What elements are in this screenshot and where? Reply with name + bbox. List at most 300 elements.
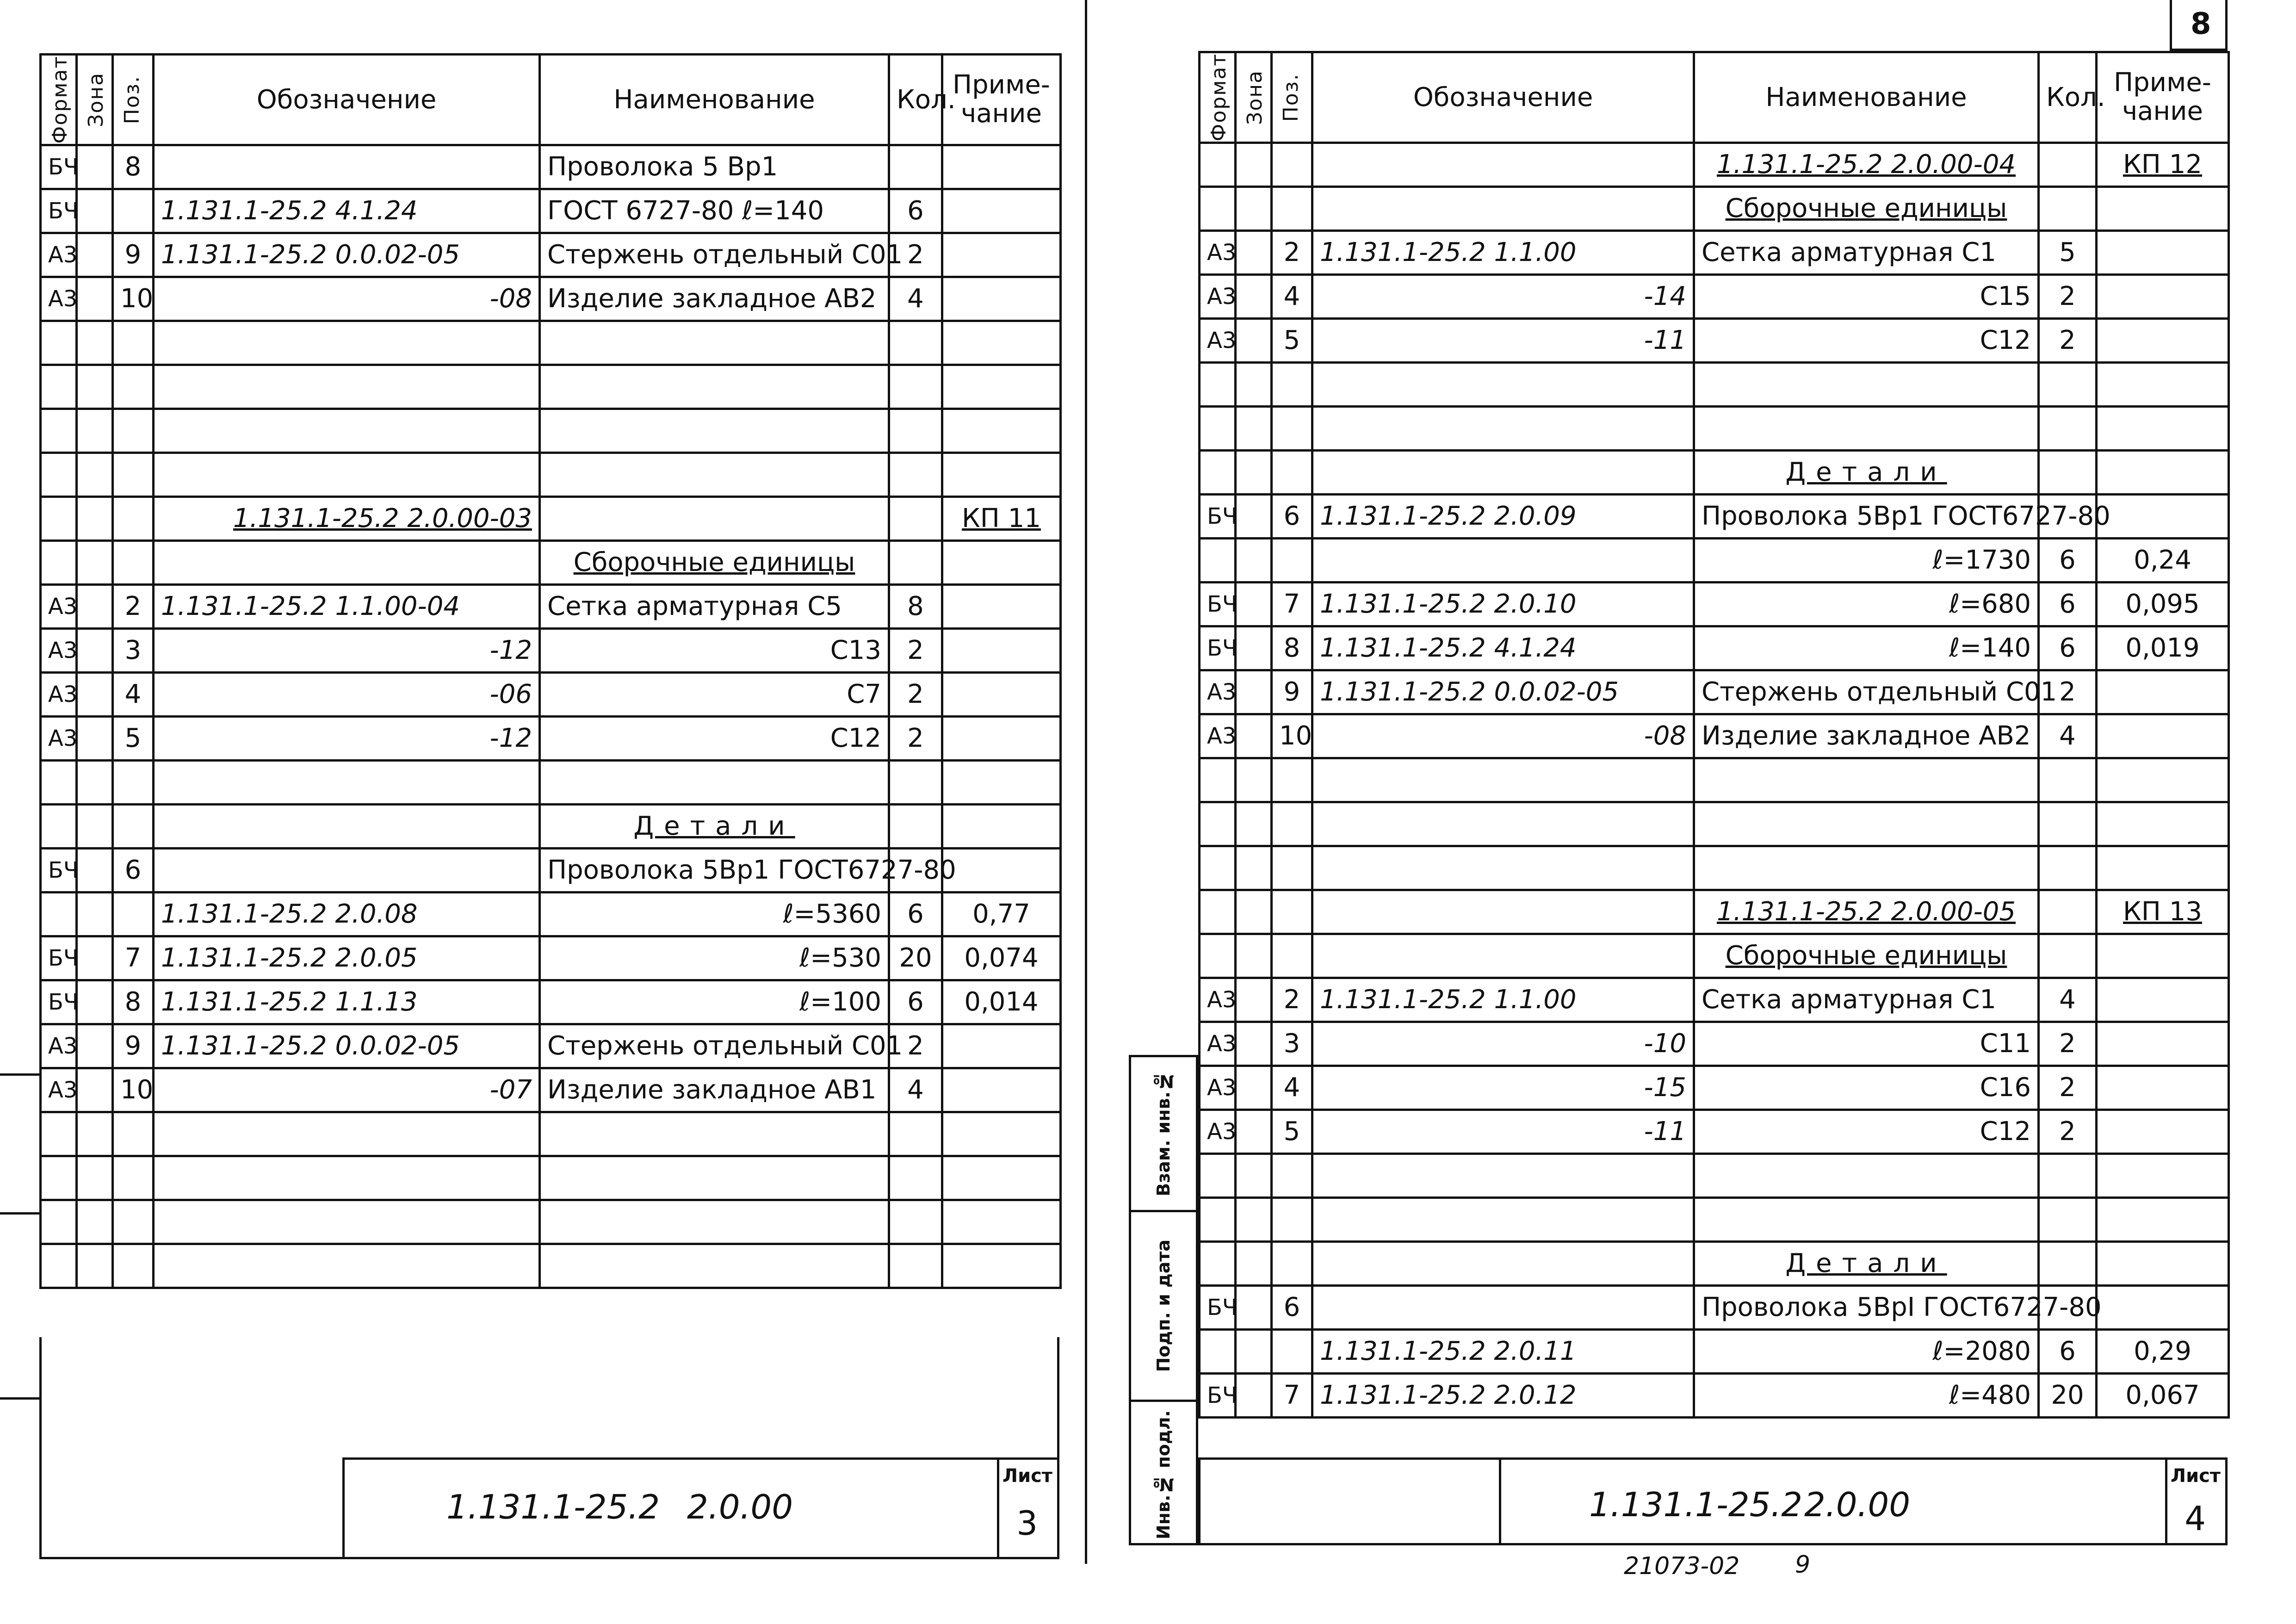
left-sheet xyxy=(0,0,1110,1624)
cell-des xyxy=(1312,802,1694,846)
cell-pos: 9 xyxy=(113,233,154,277)
table-row xyxy=(41,936,1061,980)
cell-qty xyxy=(2039,143,2097,186)
cell-zone xyxy=(77,321,113,365)
cell-des: 1.131.1-25.2 1.1.00 xyxy=(1312,978,1694,1022)
right-sheet xyxy=(1110,0,2296,1624)
cell-note xyxy=(2097,846,2229,890)
cell-pos: 5 xyxy=(1272,318,1312,362)
cell-name: Стержень отдельный С01 xyxy=(1694,670,2039,714)
cell-pos: 8 xyxy=(113,980,154,1024)
table-row xyxy=(41,848,1061,892)
header-pos: Поз. xyxy=(113,55,154,145)
cell-pos: 10 xyxy=(1272,714,1312,758)
cell-des xyxy=(154,760,540,804)
cell-des xyxy=(1312,538,1694,582)
table-row xyxy=(1200,406,2229,450)
cell-qty: 6 xyxy=(889,892,942,936)
cell-fmt: А3 xyxy=(1200,1110,1236,1153)
cell-fmt: БЧ xyxy=(1200,1285,1236,1329)
cell-name xyxy=(1694,1153,2039,1197)
cell-name: С12 xyxy=(540,716,889,760)
cell-qty xyxy=(889,1156,942,1200)
cell-zone xyxy=(1236,1329,1272,1373)
cell-name xyxy=(540,365,889,409)
cell-fmt: БЧ xyxy=(41,980,77,1024)
table-row xyxy=(1200,714,2229,758)
cell-name xyxy=(540,1156,889,1200)
table-row xyxy=(41,1244,1061,1288)
table-row xyxy=(41,1156,1061,1200)
cell-note xyxy=(2097,494,2229,538)
cell-fmt xyxy=(41,1156,77,1200)
cell-fmt xyxy=(1200,143,1236,186)
cell-qty: 2 xyxy=(2039,274,2097,318)
cell-fmt: А3 xyxy=(1200,230,1236,274)
cell-note xyxy=(942,321,1061,365)
cell-fmt: БЧ xyxy=(1200,626,1236,670)
table-row xyxy=(1200,846,2229,890)
cell-pos xyxy=(113,1112,154,1156)
cell-zone xyxy=(77,1024,113,1068)
cell-note xyxy=(942,145,1061,189)
left-sheet-number: 3 xyxy=(1016,1504,1038,1543)
cell-pos xyxy=(1272,846,1312,890)
cell-name xyxy=(540,409,889,452)
table-row xyxy=(1200,1022,2229,1066)
right-sheet-label: Лист xyxy=(2170,1465,2221,1487)
cell-zone xyxy=(77,760,113,804)
cell-note xyxy=(2097,1241,2229,1285)
cell-des xyxy=(1312,1285,1694,1329)
cell-note xyxy=(942,716,1061,760)
cell-note xyxy=(2097,934,2229,978)
header-format: Формат xyxy=(1200,52,1236,143)
cell-des xyxy=(1312,1153,1694,1197)
cell-des xyxy=(1312,758,1694,802)
cell-name xyxy=(540,760,889,804)
cell-fmt xyxy=(1200,890,1236,934)
cell-pos: 3 xyxy=(1272,1022,1312,1066)
cell-des xyxy=(154,1244,540,1288)
table-row xyxy=(1200,934,2229,978)
table-row xyxy=(1200,1066,2229,1110)
table-row xyxy=(1200,1197,2229,1241)
cell-note xyxy=(942,1024,1061,1068)
cell-fmt xyxy=(41,1200,77,1244)
cell-zone xyxy=(77,145,113,189)
cell-zone xyxy=(1236,1285,1272,1329)
cell-note: 0,019 xyxy=(2097,626,2229,670)
cell-note xyxy=(942,1200,1061,1244)
cell-des: 1.131.1-25.2 0.0.02-05 xyxy=(1312,670,1694,714)
cell-zone xyxy=(77,1068,113,1112)
cell-des: -14 xyxy=(1312,274,1694,318)
cell-note xyxy=(2097,802,2229,846)
cell-fmt: А3 xyxy=(41,277,77,321)
cell-name xyxy=(1694,802,2039,846)
cell-qty xyxy=(889,540,942,584)
cell-fmt xyxy=(41,321,77,365)
table-row xyxy=(41,277,1061,321)
cell-pos: 6 xyxy=(1272,494,1312,538)
cell-note: 0,77 xyxy=(942,892,1061,936)
header-qty: Кол. xyxy=(889,55,942,145)
cell-zone xyxy=(77,892,113,936)
table-row xyxy=(1200,143,2229,186)
cell-fmt: БЧ xyxy=(41,936,77,980)
cell-note xyxy=(942,233,1061,277)
cell-pos xyxy=(113,409,154,452)
cell-fmt xyxy=(1200,1329,1236,1373)
cell-name: Проволока 5Вр1 ГОСТ6727-80 xyxy=(540,848,889,892)
cell-note xyxy=(942,804,1061,848)
right-table-body xyxy=(1200,143,2229,1417)
table-row xyxy=(1200,1285,2229,1329)
cell-note xyxy=(2097,714,2229,758)
cell-pos xyxy=(1272,406,1312,450)
cell-fmt: БЧ xyxy=(1200,582,1236,626)
cell-name: ℓ=5360 xyxy=(540,892,889,936)
cell-des: 1.131.1-25.2 1.1.00-04 xyxy=(154,584,540,628)
cell-name xyxy=(1694,758,2039,802)
cell-zone xyxy=(77,584,113,628)
cell-name: Детали xyxy=(1694,450,2039,494)
cell-name: 1.131.1-25.2 2.0.00-05 xyxy=(1694,890,2039,934)
cell-pos xyxy=(1272,890,1312,934)
cell-fmt xyxy=(1200,934,1236,978)
cell-note xyxy=(2097,1022,2229,1066)
cell-zone xyxy=(1236,406,1272,450)
cell-des: 1.131.1-25.2 2.0.09 xyxy=(1312,494,1694,538)
cell-name: С12 xyxy=(1694,318,2039,362)
header-zone: Зона xyxy=(77,55,113,145)
cell-pos xyxy=(1272,1153,1312,1197)
cell-zone xyxy=(77,1200,113,1244)
cell-name: ℓ=140 xyxy=(1694,626,2039,670)
cell-des: -06 xyxy=(154,672,540,716)
cell-name: Сборочные единицы xyxy=(1694,186,2039,230)
cell-pos: 6 xyxy=(1272,1285,1312,1329)
right-header-row xyxy=(1200,52,2229,143)
cell-qty: 2 xyxy=(889,628,942,672)
cell-fmt xyxy=(1200,362,1236,406)
left-stamp-code: 1.131.1-25.2 xyxy=(446,1488,660,1526)
cell-name xyxy=(1694,1197,2039,1241)
cell-des: -08 xyxy=(1312,714,1694,758)
table-row xyxy=(41,760,1061,804)
cell-name: ℓ=480 xyxy=(1694,1373,2039,1417)
cell-zone xyxy=(1236,1110,1272,1153)
cell-fmt: БЧ xyxy=(41,848,77,892)
left-header-row xyxy=(41,55,1061,145)
cell-fmt xyxy=(1200,758,1236,802)
cell-fmt: А3 xyxy=(41,1068,77,1112)
right-frame-left xyxy=(1198,1457,1201,1545)
cell-zone xyxy=(77,716,113,760)
cell-pos: 5 xyxy=(113,716,154,760)
cell-fmt xyxy=(1200,1241,1236,1285)
cell-des: -07 xyxy=(154,1068,540,1112)
cell-des xyxy=(1312,143,1694,186)
cell-zone xyxy=(1236,890,1272,934)
cell-name: ℓ=100 xyxy=(540,980,889,1024)
table-row xyxy=(1200,1373,2229,1417)
cell-des: 1.131.1-25.2 1.1.00 xyxy=(1312,230,1694,274)
cell-pos xyxy=(1272,802,1312,846)
table-row xyxy=(1200,318,2229,362)
cell-qty: 6 xyxy=(889,980,942,1024)
table-row xyxy=(41,892,1061,936)
cell-note: КП 12 xyxy=(2097,143,2229,186)
cell-note xyxy=(942,409,1061,452)
header-designation: Обозначение xyxy=(154,55,540,145)
cell-zone xyxy=(1236,846,1272,890)
left-binding-line xyxy=(0,1073,39,1076)
cell-zone xyxy=(1236,318,1272,362)
cell-name: ℓ=530 xyxy=(540,936,889,980)
cell-note xyxy=(942,277,1061,321)
cell-qty: 2 xyxy=(889,233,942,277)
cell-pos: 10 xyxy=(113,1068,154,1112)
cell-note xyxy=(942,1244,1061,1288)
header-pos: Поз. xyxy=(1272,52,1312,143)
cell-note xyxy=(942,848,1061,892)
cell-name xyxy=(540,1244,889,1288)
cell-zone xyxy=(1236,1066,1272,1110)
cell-des: -15 xyxy=(1312,1066,1694,1110)
table-row xyxy=(41,145,1061,189)
cell-des: -10 xyxy=(1312,1022,1694,1066)
cell-qty xyxy=(889,496,942,540)
cell-qty xyxy=(2039,846,2097,890)
cell-pos: 7 xyxy=(113,936,154,980)
right-stamp-code: 1.131.1-25.2 xyxy=(1589,1485,1803,1524)
left-binding-line-3 xyxy=(0,1397,39,1400)
cell-qty: 4 xyxy=(2039,978,2097,1022)
cell-qty xyxy=(889,321,942,365)
cell-name: Детали xyxy=(540,804,889,848)
cell-des xyxy=(1312,846,1694,890)
cell-name: Проволока 5Вр1 ГОСТ6727-80 xyxy=(1694,494,2039,538)
cell-des: 1.131.1-25.2 2.0.11 xyxy=(1312,1329,1694,1373)
table-row xyxy=(1200,758,2229,802)
cell-zone xyxy=(1236,758,1272,802)
cell-des xyxy=(154,409,540,452)
cell-name: ℓ=680 xyxy=(1694,582,2039,626)
cell-zone xyxy=(77,936,113,980)
cell-qty: 2 xyxy=(2039,1066,2097,1110)
cell-des xyxy=(1312,934,1694,978)
cell-zone xyxy=(1236,450,1272,494)
cell-fmt xyxy=(1200,846,1236,890)
cell-des: 1.131.1-25.2 0.0.02-05 xyxy=(154,233,540,277)
table-row xyxy=(41,1200,1061,1244)
cell-pos: 2 xyxy=(113,584,154,628)
cell-pos xyxy=(113,1200,154,1244)
table-row xyxy=(1200,494,2229,538)
cell-name: ГОСТ 6727-80 ℓ=140 xyxy=(540,189,889,233)
cell-name: Изделие закладное АВ2 xyxy=(540,277,889,321)
cell-zone xyxy=(77,1156,113,1200)
cell-pos xyxy=(113,1156,154,1200)
cell-fmt: А3 xyxy=(41,233,77,277)
cell-fmt xyxy=(41,409,77,452)
cell-pos xyxy=(1272,450,1312,494)
cell-note xyxy=(2097,670,2229,714)
cell-pos xyxy=(113,540,154,584)
cell-qty: 4 xyxy=(889,1068,942,1112)
right-sheet-number: 4 xyxy=(2185,1499,2206,1538)
cell-pos: 3 xyxy=(113,628,154,672)
table-row xyxy=(41,804,1061,848)
cell-des: 1.131.1-25.2 2.0.12 xyxy=(1312,1373,1694,1417)
cell-fmt: А3 xyxy=(1200,1022,1236,1066)
cell-note xyxy=(942,1112,1061,1156)
cell-des xyxy=(154,452,540,496)
cell-des xyxy=(1312,186,1694,230)
table-row xyxy=(41,409,1061,452)
cell-pos: 7 xyxy=(1272,582,1312,626)
table-row xyxy=(41,321,1061,365)
right-spec-table xyxy=(1198,51,2230,1419)
cell-pos: 4 xyxy=(113,672,154,716)
cell-des: 1.131.1-25.2 0.0.02-05 xyxy=(154,1024,540,1068)
cell-qty xyxy=(2039,362,2097,406)
cell-fmt xyxy=(41,365,77,409)
cell-pos: 4 xyxy=(1272,274,1312,318)
cell-fmt: А3 xyxy=(1200,274,1236,318)
cell-zone xyxy=(77,804,113,848)
table-row xyxy=(1200,626,2229,670)
cell-qty: 2 xyxy=(889,672,942,716)
cell-des xyxy=(1312,1197,1694,1241)
cell-zone xyxy=(1236,1022,1272,1066)
cell-des xyxy=(1312,450,1694,494)
cell-zone xyxy=(77,409,113,452)
table-row xyxy=(1200,538,2229,582)
cell-name xyxy=(540,321,889,365)
cell-name: С11 xyxy=(1694,1022,2039,1066)
cell-name: С12 xyxy=(1694,1110,2039,1153)
cell-note: 0,014 xyxy=(942,980,1061,1024)
cell-fmt: А3 xyxy=(41,672,77,716)
cell-note: КП 13 xyxy=(2097,890,2229,934)
side-binding-block xyxy=(1129,1055,1198,1545)
cell-des xyxy=(154,145,540,189)
table-row xyxy=(41,716,1061,760)
footer-code: 21073-02 xyxy=(1624,1552,1740,1580)
cell-note xyxy=(942,584,1061,628)
table-row xyxy=(1200,802,2229,846)
cell-name: С15 xyxy=(1694,274,2039,318)
cell-qty: 6 xyxy=(2039,1329,2097,1373)
cell-name: С7 xyxy=(540,672,889,716)
cell-name: Проволока 5 Вр1 xyxy=(540,145,889,189)
cell-note xyxy=(942,189,1061,233)
cell-des: -12 xyxy=(154,628,540,672)
cell-fmt xyxy=(41,1112,77,1156)
cell-pos: 9 xyxy=(113,1024,154,1068)
right-stamp-doc: 2.0.00 xyxy=(1804,1485,1911,1524)
cell-zone xyxy=(77,672,113,716)
cell-pos: 5 xyxy=(1272,1110,1312,1153)
table-row xyxy=(41,1068,1061,1112)
cell-qty xyxy=(2039,1153,2097,1197)
cell-note xyxy=(2097,758,2229,802)
cell-fmt: А3 xyxy=(41,716,77,760)
cell-name xyxy=(540,452,889,496)
cell-pos xyxy=(1272,186,1312,230)
cell-fmt: БЧ xyxy=(41,189,77,233)
table-row xyxy=(1200,1153,2229,1197)
cell-pos: 4 xyxy=(1272,1066,1312,1110)
cell-fmt xyxy=(1200,450,1236,494)
cell-qty: 2 xyxy=(889,716,942,760)
cell-fmt: А3 xyxy=(41,1024,77,1068)
cell-qty: 6 xyxy=(2039,582,2097,626)
cell-zone xyxy=(1236,186,1272,230)
cell-fmt xyxy=(1200,406,1236,450)
cell-note xyxy=(942,1068,1061,1112)
cell-note: 0,067 xyxy=(2097,1373,2229,1417)
cell-name: С16 xyxy=(1694,1066,2039,1110)
cell-zone xyxy=(1236,274,1272,318)
cell-qty: 6 xyxy=(889,189,942,233)
cell-fmt: БЧ xyxy=(1200,494,1236,538)
cell-zone xyxy=(77,980,113,1024)
cell-zone xyxy=(1236,1197,1272,1241)
cell-name: Сетка арматурная С1 xyxy=(1694,230,2039,274)
cell-zone xyxy=(1236,714,1272,758)
cell-zone xyxy=(1236,1153,1272,1197)
cell-qty xyxy=(2039,186,2097,230)
cell-qty: 20 xyxy=(889,936,942,980)
cell-fmt xyxy=(41,452,77,496)
cell-qty: 20 xyxy=(2039,1373,2097,1417)
cell-note xyxy=(2097,362,2229,406)
cell-pos: 8 xyxy=(1272,626,1312,670)
cell-zone xyxy=(1236,802,1272,846)
cell-qty xyxy=(2039,406,2097,450)
cell-qty xyxy=(889,760,942,804)
cell-qty: 4 xyxy=(889,277,942,321)
cell-zone xyxy=(77,233,113,277)
cell-note xyxy=(942,540,1061,584)
cell-note xyxy=(2097,450,2229,494)
left-stamp-doc: 2.0.00 xyxy=(687,1488,793,1526)
cell-qty xyxy=(889,409,942,452)
cell-qty xyxy=(889,145,942,189)
cell-name: Проволока 5ВрI ГОСТ6727-80 xyxy=(1694,1285,2039,1329)
cell-qty xyxy=(889,1112,942,1156)
footer-page: 9 xyxy=(1795,1551,1811,1579)
cell-name xyxy=(1694,406,2039,450)
cell-note xyxy=(942,1156,1061,1200)
cell-name xyxy=(1694,846,2039,890)
table-row xyxy=(1200,230,2229,274)
cell-qty xyxy=(889,1200,942,1244)
cell-qty: 4 xyxy=(2039,714,2097,758)
cell-pos: 9 xyxy=(1272,670,1312,714)
table-row xyxy=(1200,978,2229,1022)
cell-qty: 8 xyxy=(889,584,942,628)
cell-des xyxy=(154,540,540,584)
cell-fmt xyxy=(41,892,77,936)
cell-zone xyxy=(1236,670,1272,714)
cell-zone xyxy=(1236,626,1272,670)
cell-note xyxy=(2097,230,2229,274)
